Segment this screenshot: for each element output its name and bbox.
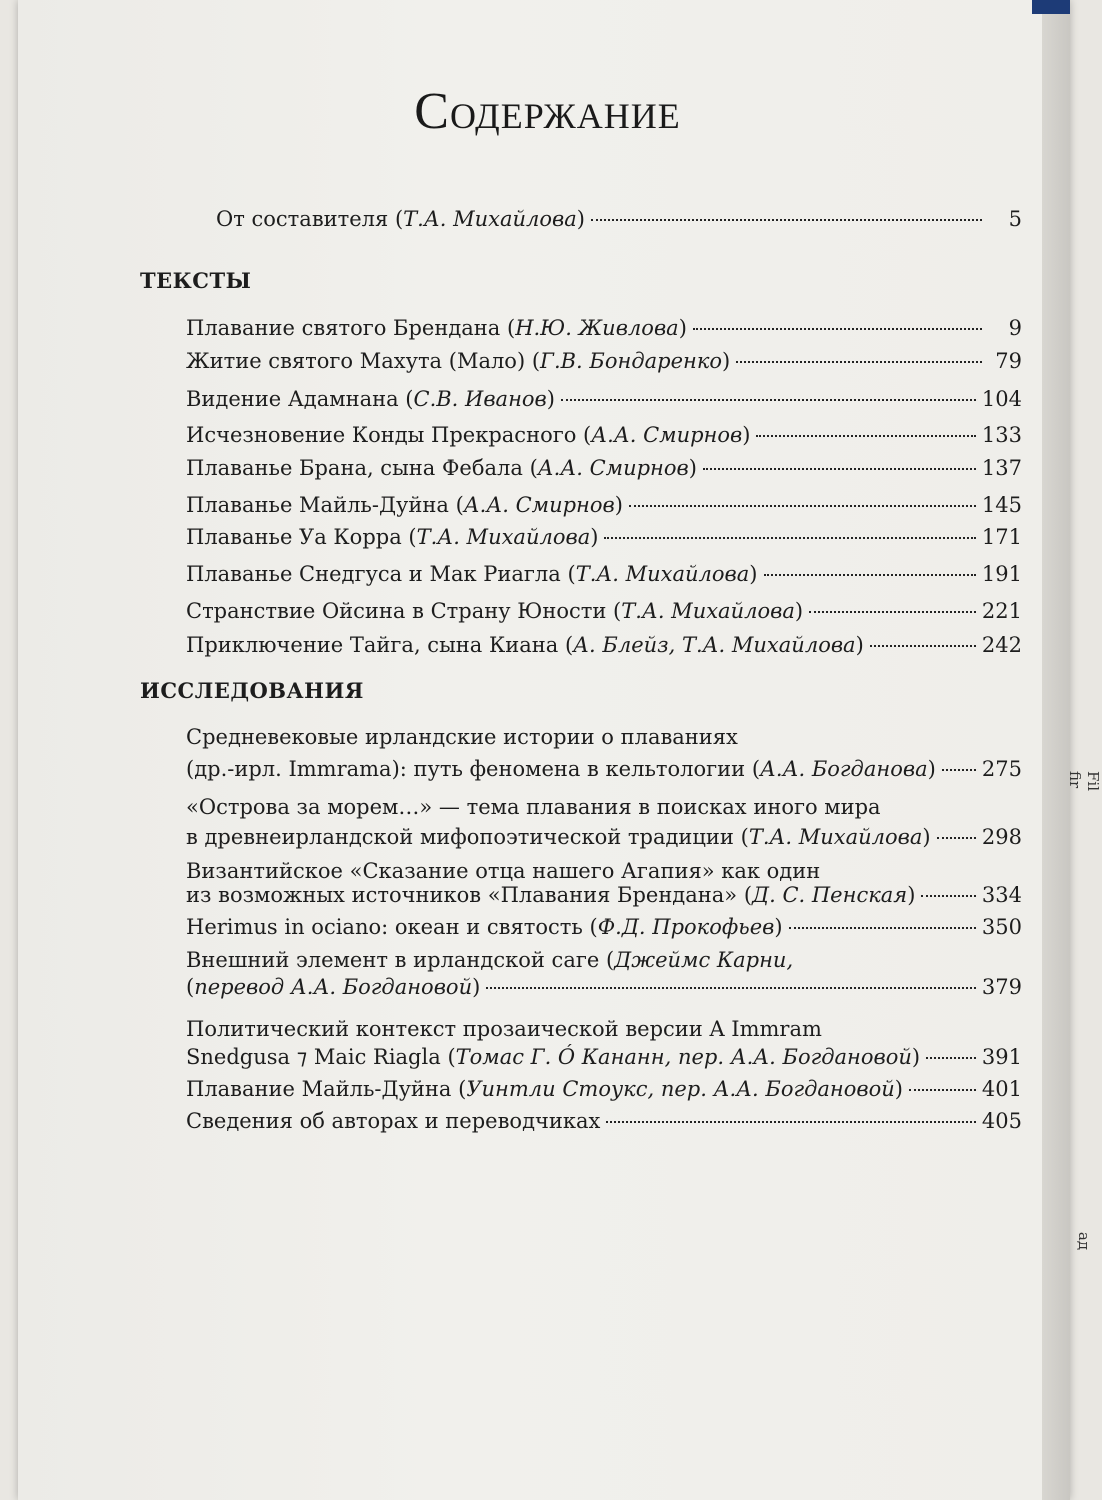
toc-entry-line: Средневековые ирландские истории о плаваниях (186, 725, 738, 749)
page-number: 242 (981, 633, 1022, 657)
entry-title: Житие святого Махута (Мало) (Г.В. Бондаренко) (186, 349, 731, 373)
toc-entry-research[interactable] (186, 1106, 1022, 1137)
entry-author: перевод А.А. Богдановой (194, 975, 473, 999)
page-number: 379 (981, 975, 1022, 999)
dot-leader (561, 399, 976, 401)
entry-title: Странствие Ойсина в Страну Юности (Т.А. Михайлова) (186, 599, 804, 623)
page-number: 133 (981, 423, 1022, 447)
entry-author: Т.А. Михайлова (575, 562, 750, 586)
toc-entry-text[interactable] (186, 490, 1022, 521)
toc-entry-research[interactable] (186, 912, 1022, 943)
dot-leader (486, 987, 976, 989)
dot-leader (926, 1057, 976, 1059)
toc-entry-preface[interactable] (216, 204, 1022, 235)
entry-title: От составителя (Т.А. Михайлова) (216, 207, 585, 231)
entry-title: Видение Адамнана (С.В. Иванов) (186, 387, 555, 411)
entry-title: в древнеирландской мифопоэтической традиции (Т.А. Михайлова) (186, 825, 931, 849)
entry-title: (др.-ирл. Immrama): путь феномена в кельтологии (А.А. Богданова) (186, 757, 936, 781)
entry-title: Плаванье Снедгуса и Мак Риагла (Т.А. Михайлова) (186, 562, 758, 586)
entry-author: Н.Ю. Живлова (515, 316, 679, 340)
margin-text-top: Fil fir (1066, 771, 1102, 792)
dot-leader (909, 1089, 976, 1091)
entry-title: Плаванье Майль-Дуйна (А.А. Смирнов) (186, 493, 623, 517)
page-number: 401 (981, 1077, 1022, 1101)
margin-text-bottom: ад (1075, 1231, 1094, 1251)
toc-entry-text[interactable] (186, 453, 1022, 484)
entry-author: С.В. Иванов (413, 387, 547, 411)
entry-title: Плаванье Брана, сына Фебала (А.А. Смирнов) (186, 456, 697, 480)
entry-author: А.А. Смирнов (537, 456, 689, 480)
page-number: 9 (1008, 316, 1022, 340)
toc-entry-line: Политический контекст прозаической версии A Immram (186, 1017, 822, 1041)
entry-author: А.А. Богданова (760, 757, 928, 781)
entry-title: из возможных источников «Плавания Брендана» (Д. С. Пенская) (186, 883, 916, 907)
toc-entry-text[interactable] (186, 596, 1022, 627)
entry-title: Snedgusa ⁊ Maic Riagla (Томас Г. Ó Кананн, пер. А.А. Богдановой) (186, 1045, 921, 1069)
entry-author: Т.А. Михайлова (621, 599, 795, 623)
dot-leader (606, 1121, 976, 1123)
toc-entry-line: «Острова за морем…» — тема плавания в поисках иного мира (186, 795, 881, 819)
page-number: 298 (981, 825, 1022, 849)
section-heading-texts: ТЕКСТЫ (140, 268, 252, 293)
entry-author: А.А. Смирнов (591, 423, 743, 447)
dot-leader (693, 328, 982, 330)
dot-leader (736, 361, 982, 363)
page-number: 391 (981, 1045, 1022, 1069)
page-number: 275 (981, 757, 1022, 781)
dot-leader (629, 505, 976, 507)
entry-author: А. Блейз, Т.А. Михайлова (573, 633, 856, 657)
dot-leader (809, 611, 976, 613)
toc-entry-text[interactable] (186, 522, 1022, 553)
entry-title: Приключение Тайга, сына Киана (А. Блейз, Т.А. Михайлова) (186, 633, 864, 657)
entry-title: Плавание Майль-Дуйна (Уинтли Стоукс, пер. А.А. Богдановой) (186, 1077, 903, 1101)
entry-title: (перевод А.А. Богдановой) (186, 975, 481, 999)
dot-leader (942, 769, 976, 771)
toc-entry-text[interactable] (186, 313, 1022, 344)
page-number: 350 (981, 915, 1022, 939)
toc-entry-research[interactable] (186, 1074, 1022, 1105)
dot-leader (789, 927, 976, 929)
toc-entry-text[interactable] (186, 420, 1022, 451)
page-number: 145 (981, 493, 1022, 517)
page-number: 79 (995, 349, 1022, 373)
toc-entry-research[interactable] (186, 1042, 1022, 1073)
toc-entry-line: Византийское «Сказание отца нашего Агапия» как один (186, 859, 821, 883)
toc-entry-text[interactable] (186, 630, 1022, 661)
toc-entry-text[interactable] (186, 384, 1022, 415)
toc-entry-text[interactable] (186, 346, 1022, 377)
page-number: 191 (981, 562, 1022, 586)
toc-entry-text[interactable] (186, 559, 1022, 590)
toc-entry-line: Внешний элемент в ирландской саге (Джеймс Карни, (186, 948, 794, 972)
dot-leader (921, 895, 976, 897)
entry-author: Томас Г. Ó Кананн, пер. А.А. Богдановой (455, 1045, 912, 1069)
toc-entry-research[interactable] (186, 972, 1022, 1003)
entry-title: Плавание святого Брендана (Н.Ю. Живлова) (186, 316, 687, 340)
entry-author: Т.А. Михайлова (416, 525, 591, 549)
entry-title: Сведения об авторах и переводчиках (186, 1109, 601, 1133)
entry-author: А.А. Смирнов (463, 493, 615, 517)
toc-entry-research[interactable] (186, 754, 1022, 785)
entry-author: Т.А. Михайлова (403, 207, 577, 231)
dot-leader (937, 837, 976, 839)
dot-leader (604, 537, 975, 539)
dot-leader (591, 219, 982, 221)
page-number: 5 (1008, 207, 1022, 231)
entry-author: Ф.Д. Прокофьев (597, 915, 775, 939)
entry-title: Herimus in ociano: океан и святость (Ф.Д. Прокофьев) (186, 915, 783, 939)
entry-author: Уинтли Стоукс, пер. А.А. Богдановой (466, 1077, 895, 1101)
page-title: Содержание (414, 83, 681, 140)
page-number: 104 (981, 387, 1022, 411)
entry-title: Исчезновение Конды Прекрасного (А.А. Смирнов) (186, 423, 751, 447)
dot-leader (756, 435, 975, 437)
toc-entry-research[interactable] (186, 822, 1022, 853)
section-heading-research: ИССЛЕДОВАНИЯ (140, 678, 364, 703)
page-number: 334 (981, 883, 1022, 907)
entry-author: Д. С. Пенская (752, 883, 908, 907)
dot-leader (870, 645, 976, 647)
page-number: 405 (981, 1109, 1022, 1133)
page-number: 137 (981, 456, 1022, 480)
toc-entry-research[interactable] (186, 880, 1022, 911)
entry-author: Т.А. Михайлова (748, 825, 923, 849)
entry-title: Плаванье Уа Корра (Т.А. Михайлова) (186, 525, 599, 549)
dot-leader (703, 468, 976, 470)
dot-leader (764, 574, 976, 576)
entry-author: Г.В. Бондаренко (540, 349, 723, 373)
page-number: 171 (981, 525, 1022, 549)
page-number: 221 (981, 599, 1022, 623)
